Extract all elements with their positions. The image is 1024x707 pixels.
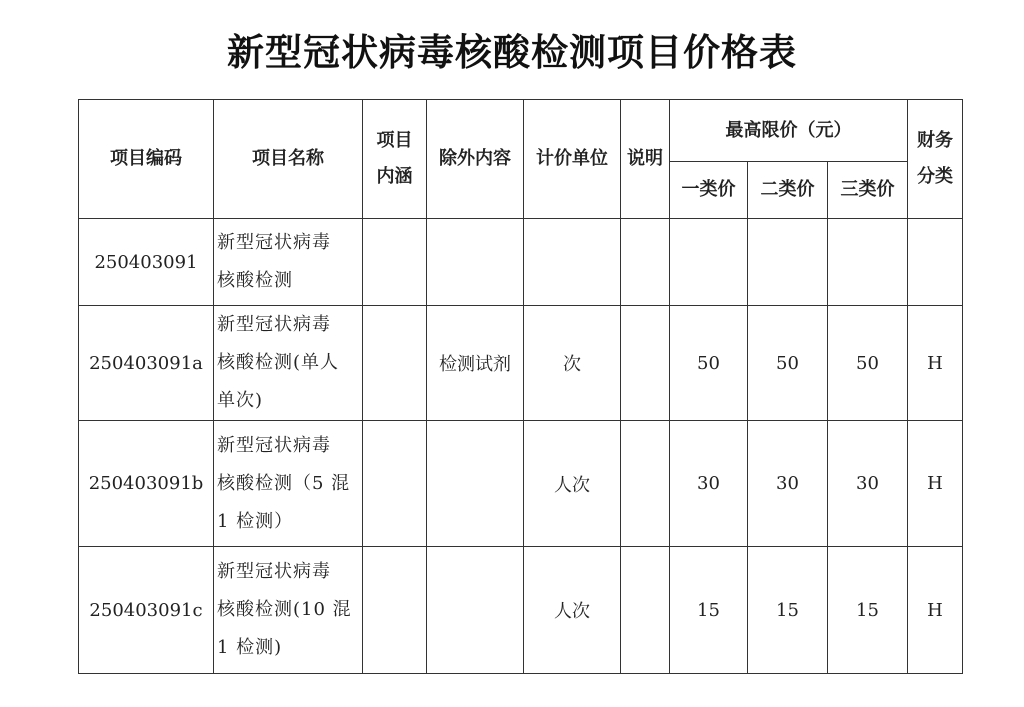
table-row: [79, 547, 963, 674]
cell-price-class2: [748, 219, 828, 306]
name-line: 核酸检测（5 混: [217, 472, 351, 494]
cell-price-class3: 30: [828, 421, 908, 547]
name-line: 核酸检测(单人: [217, 352, 340, 373]
header-max-price: 最高限价（元）: [670, 100, 908, 162]
cell-unit: [524, 219, 621, 306]
cell-code: 250403091a: [79, 306, 214, 421]
table-row: [79, 421, 963, 547]
header-unit: 计价单位: [524, 100, 621, 219]
cell-note: [621, 219, 670, 306]
cell-name: [214, 219, 363, 306]
price-table: [78, 99, 963, 674]
header-class3: 三类价: [828, 162, 908, 219]
name-line: 单次): [217, 390, 264, 411]
cell-unit: 人次: [524, 547, 621, 674]
name-line: 新型冠状病毒: [217, 314, 331, 335]
name-line: 核酸检测(10 混: [217, 599, 352, 620]
cell-scope: [363, 219, 427, 306]
header-exclusion: 除外内容: [427, 100, 524, 219]
header-code: 项目编码: [79, 100, 214, 219]
cell-unit: 人次: [524, 421, 621, 547]
page-title: 新型冠状病毒核酸检测项目价格表: [227, 31, 797, 74]
cell-code: 250403091: [79, 219, 214, 306]
header-name: 项目名称: [214, 100, 363, 219]
cell-scope: [363, 421, 427, 547]
cell-finance: H: [908, 421, 963, 547]
cell-code: 250403091b: [79, 421, 214, 547]
cell-price-class2: 15: [748, 547, 828, 674]
cell-finance: H: [908, 547, 963, 674]
header-scope: [363, 100, 427, 219]
header-finance: [908, 100, 963, 219]
cell-exclusion: [427, 547, 524, 674]
cell-finance: [908, 219, 963, 306]
cell-price-class2: 30: [748, 421, 828, 547]
cell-scope: [363, 547, 427, 674]
cell-price-class1: [670, 219, 748, 306]
name-line: 核酸检测: [217, 270, 293, 291]
cell-price-class1: 50: [670, 306, 748, 421]
cell-price-class2: 50: [748, 306, 828, 421]
cell-scope: [363, 306, 427, 421]
cell-price-class1: 15: [670, 547, 748, 674]
header-note: 说明: [621, 100, 670, 219]
cell-finance: H: [908, 306, 963, 421]
cell-exclusion: [427, 421, 524, 547]
name-line: 新型冠状病毒: [217, 561, 331, 582]
name-line: 新型冠状病毒: [217, 232, 331, 253]
cell-unit: 次: [524, 306, 621, 421]
cell-exclusion: [427, 219, 524, 306]
header-class2: 二类价: [748, 162, 828, 219]
header-finance-line1: 财务: [917, 130, 954, 151]
cell-name: [214, 421, 363, 547]
cell-price-class3: 50: [828, 306, 908, 421]
cell-name: [214, 547, 363, 674]
cell-note: [621, 421, 670, 547]
cell-price-class3: 15: [828, 547, 908, 674]
table-row: [79, 219, 963, 306]
cell-price-class1: 30: [670, 421, 748, 547]
name-line: 1 检测): [217, 637, 283, 658]
cell-note: [621, 306, 670, 421]
cell-exclusion: 检测试剂: [427, 306, 524, 421]
header-scope-line2: 内涵: [376, 166, 413, 187]
header-scope-line1: 项目: [376, 130, 413, 151]
name-line: 新型冠状病毒: [217, 434, 331, 456]
header-finance-line2: 分类: [917, 166, 954, 187]
table-row: [79, 306, 963, 421]
cell-price-class3: [828, 219, 908, 306]
cell-code: 250403091c: [79, 547, 214, 674]
name-line: 1 检测）: [217, 510, 294, 532]
header-class1: 一类价: [670, 162, 748, 219]
cell-note: [621, 547, 670, 674]
cell-name: [214, 306, 363, 421]
